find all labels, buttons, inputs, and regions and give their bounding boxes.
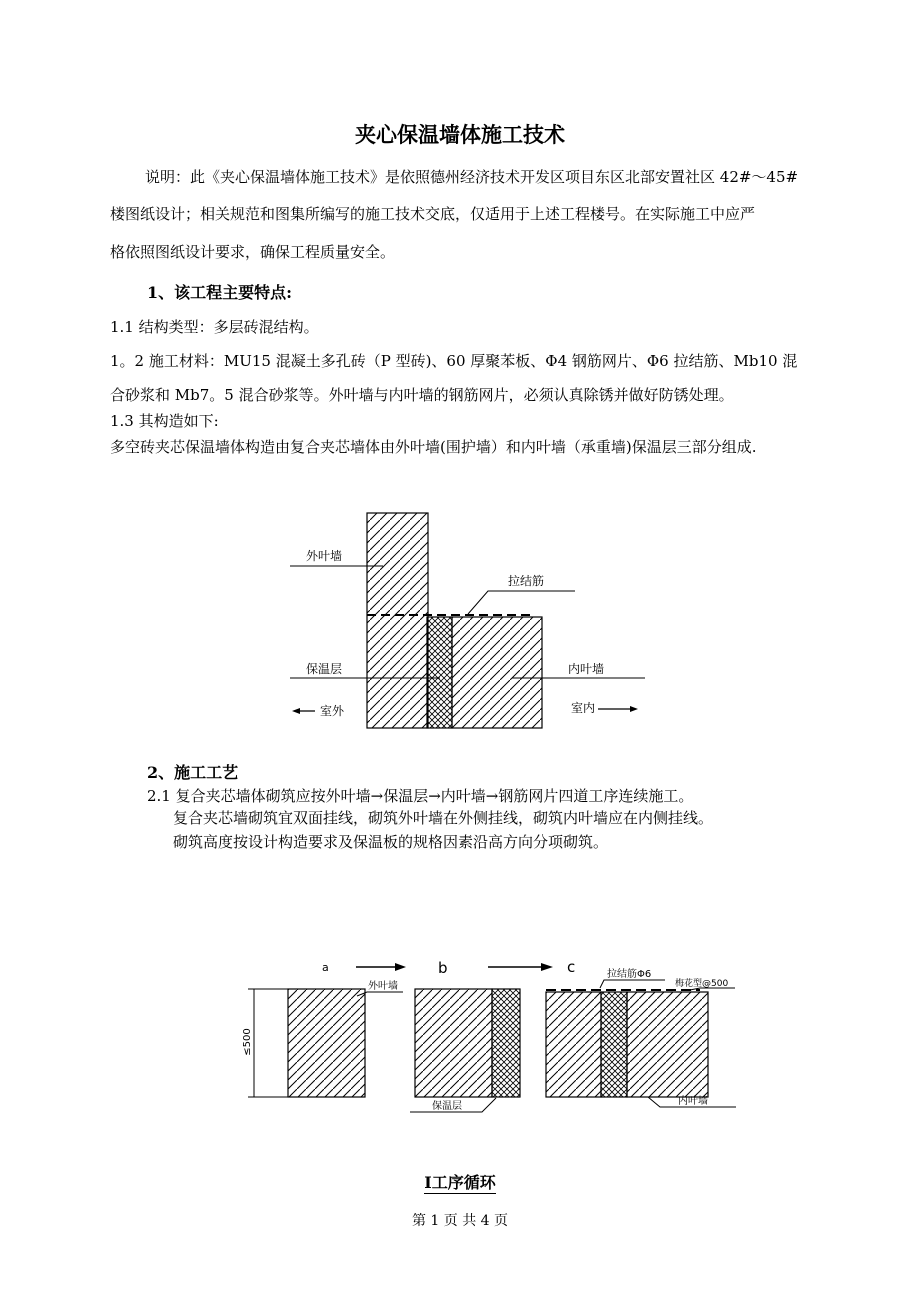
section1-p2a: 1。2 施工材料：MU15 混凝土多孔砖（P 型砖)、60 厚聚苯板、Φ4 钢筋网片、Φ6 拉结筋、Mb10 混 (110, 352, 798, 370)
label-insulation: 保温层 (306, 662, 343, 676)
insulation-block (427, 617, 452, 728)
section1-p4: 多空砖夹芯保温墙体构造由复合夹芯墙体由外叶墙(围护墙）和内叶墙（承重墙)保温层三部分组成. (110, 438, 757, 456)
step-c-outer-wall (546, 992, 601, 1097)
label-inner-wall: 内叶墙 (568, 662, 605, 676)
section2-line-1: 2.1 复合夹芯墙体砌筑应按外叶墙→保温层→内叶墙→钢筋网片四道工序连续施工。 (147, 787, 694, 805)
section1-heading: 1、该工程主要特点: (147, 283, 293, 302)
label-outer-wall: 外叶墙 (306, 549, 343, 563)
section1-p1: 1.1 结构类型：多层砖混结构。 (110, 318, 319, 336)
step-b-insulation (492, 989, 520, 1097)
figure-caption (0, 1170, 920, 1193)
label-step-c-tie-bar: 拉结筋Φ6 (607, 969, 652, 980)
step-b-label: b (438, 959, 448, 977)
page-title: 夹心保温墙体施工技术 (355, 122, 565, 147)
section2-line-3: 砌筑高度按设计构造要求及保温板的规格因素沿高方向分项砌筑。 (173, 833, 609, 851)
intro-line-2: 楼图纸设计；相关规范和图集所编写的施工技术交底，仅适用于上述工程楼号。在实际施工中应严 (110, 205, 756, 223)
label-step-a-outer-wall: 外叶墙 (368, 981, 398, 992)
label-indoor: 室内 (571, 701, 596, 715)
step-a-label: a (322, 961, 329, 974)
step-a-outer-wall (288, 989, 365, 1097)
figure-caption-text: Ⅰ工序循环 (424, 1173, 496, 1192)
section2-heading: 2、施工工艺 (147, 763, 239, 782)
label-outdoor: 室外 (320, 704, 345, 718)
label-plum-pattern: 梅花型@500 (675, 979, 729, 989)
section1-p2b: 合砂浆和 Mb7。5 混合砂浆等。外叶墙与内叶墙的钢筋网片，必须认真除锈并做好防锈处理。 (110, 386, 734, 404)
outer-wall-block (367, 513, 428, 728)
step-c-insulation (601, 992, 627, 1097)
label-step-c-inner-wall: 内叶墙 (678, 1096, 708, 1107)
intro-line-1: 说明：此《夹心保温墙体施工技术》是依照德州经济技术开发区项目东区北部安置社区 42#～45# (145, 168, 799, 186)
label-step-b-insulation: 保温层 (432, 1101, 462, 1112)
page-footer: 第 1 页 共 4 页 (411, 1213, 509, 1229)
section1-p3: 1.3 其构造如下: (110, 412, 219, 430)
step-b-outer-wall (415, 989, 492, 1097)
label-tie-bar: 拉结筋 (508, 574, 545, 588)
intro-line-3: 格依照图纸设计要求，确保工程质量安全。 (110, 243, 396, 261)
step-c-label: c (567, 958, 576, 976)
label-height: ≤500 (242, 1028, 253, 1056)
inner-wall-block (452, 617, 542, 728)
step-c-inner-wall (627, 992, 708, 1097)
section2-line-2: 复合夹芯墙砌筑宜双面挂线，砌筑外叶墙在外侧挂线，砌筑内叶墙应在内侧挂线。 (173, 809, 714, 827)
